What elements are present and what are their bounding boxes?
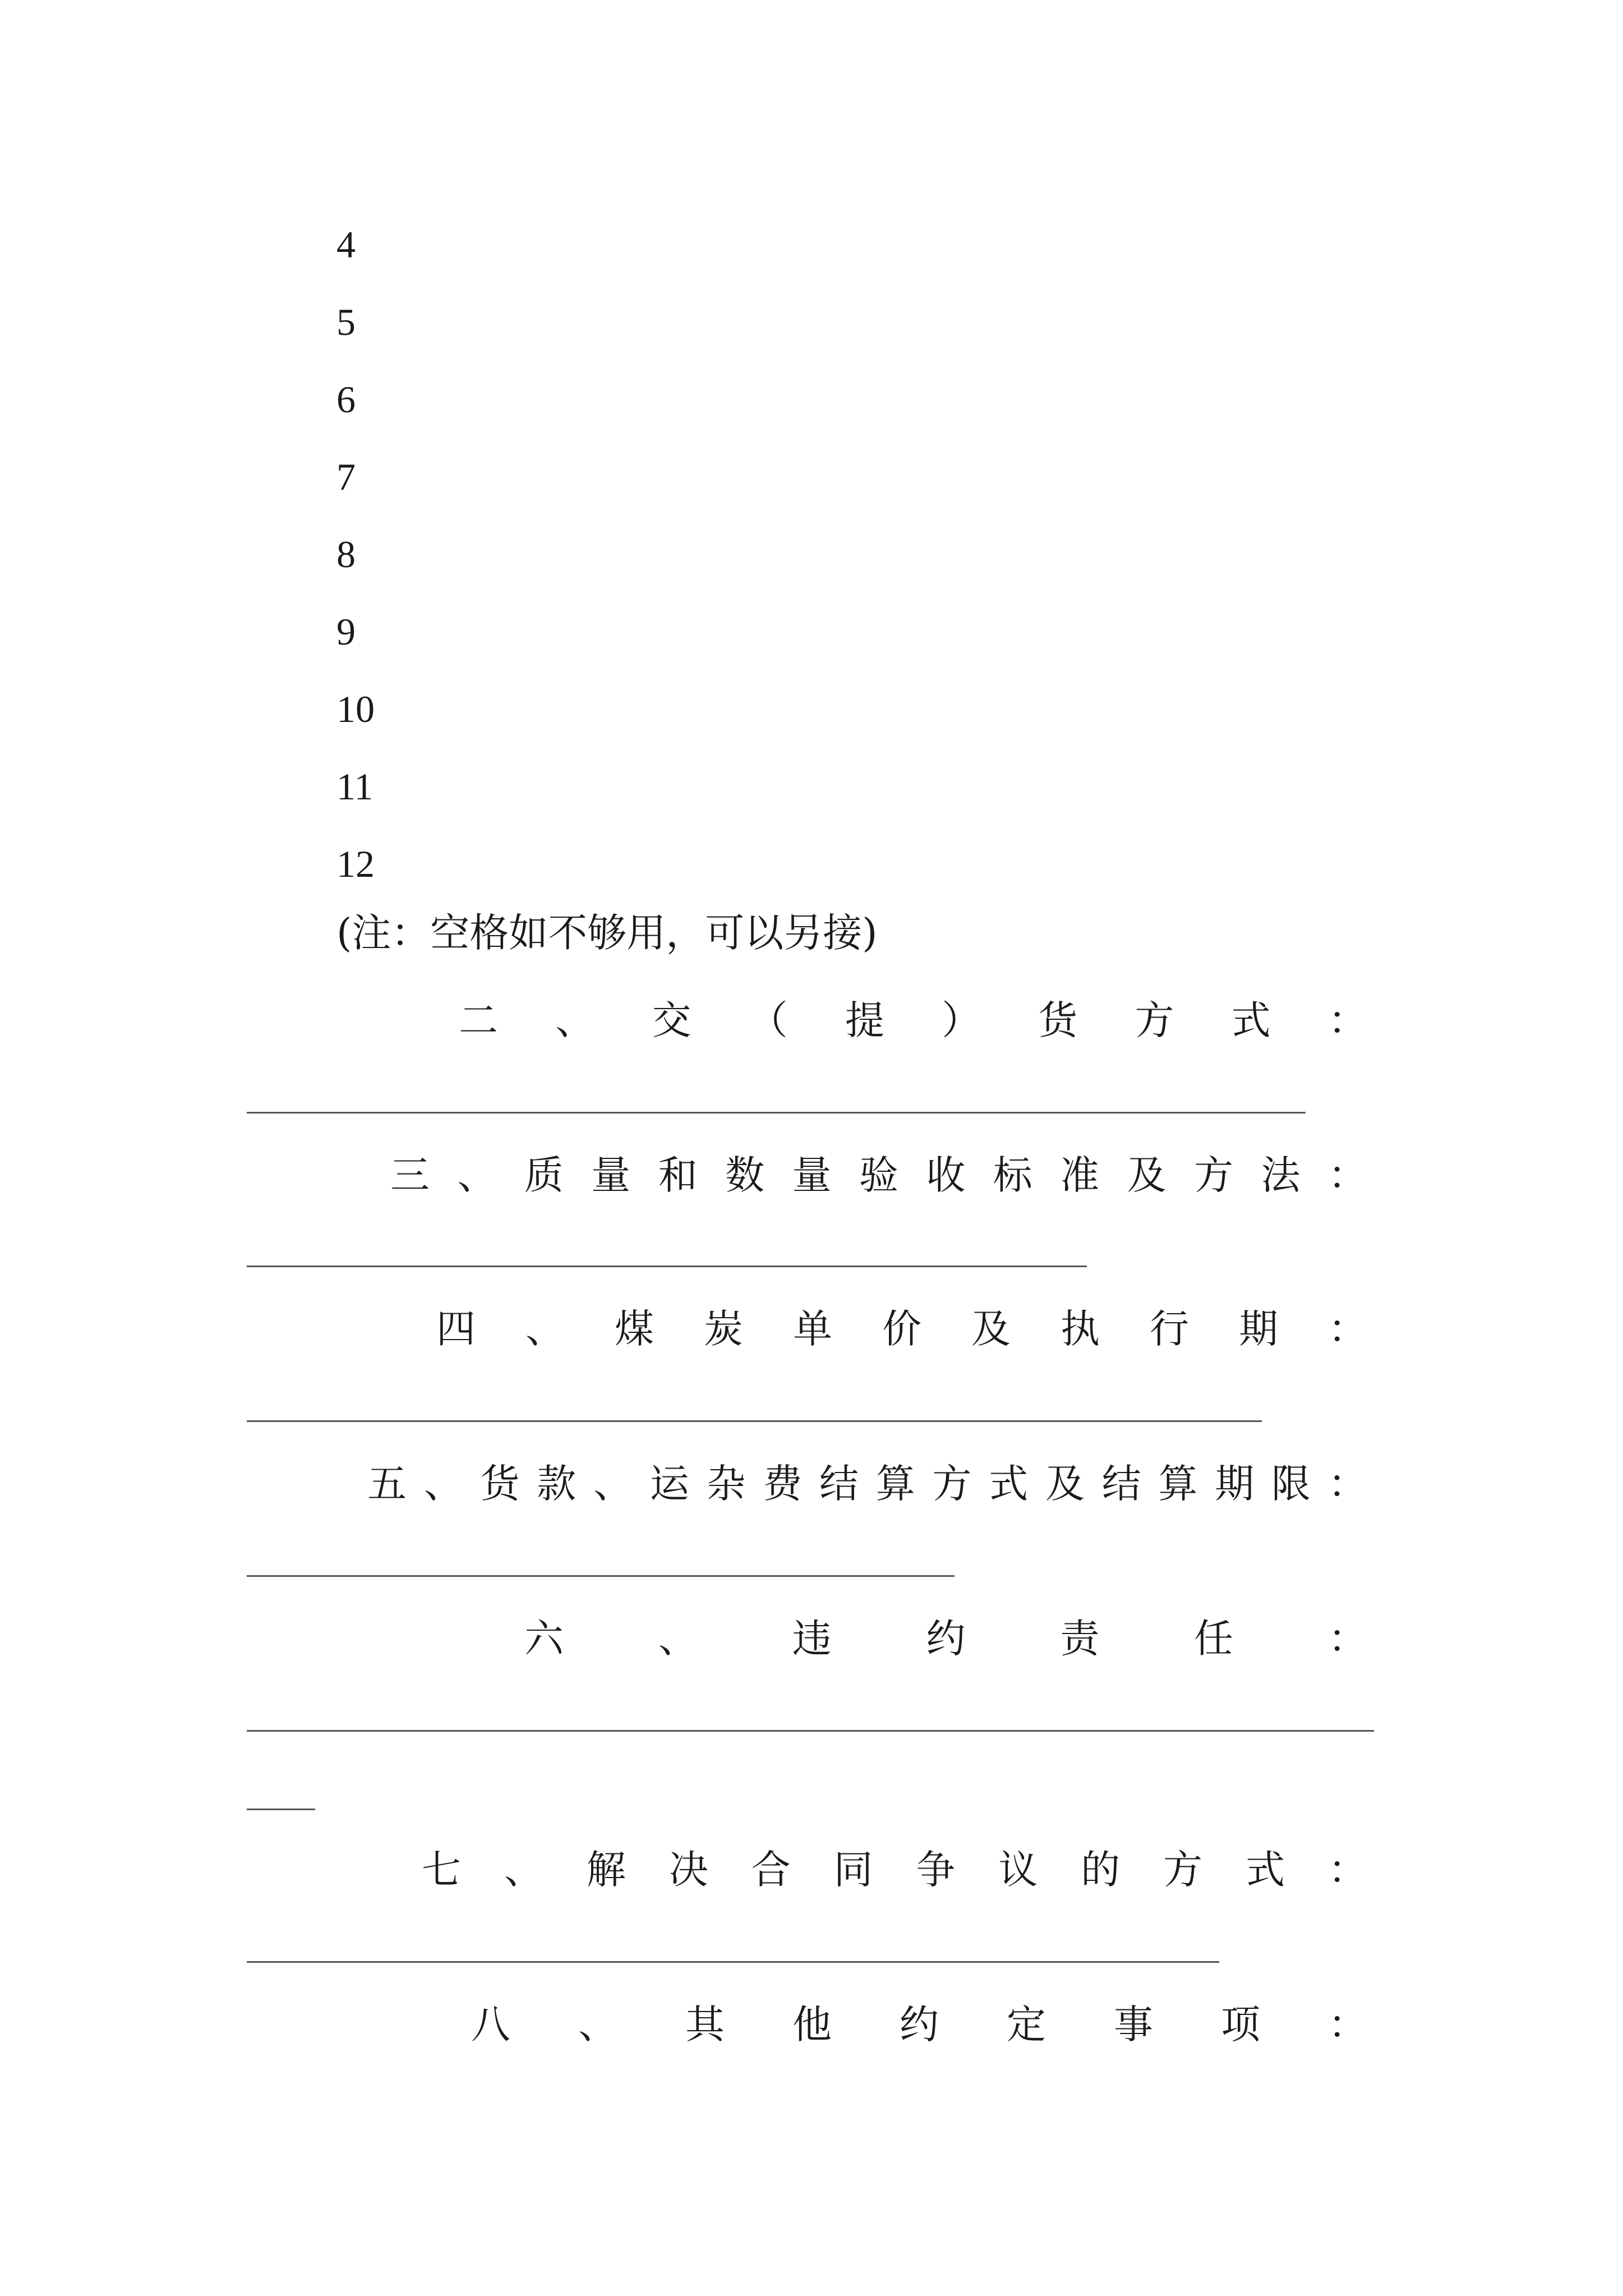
clause-char: 五: [367, 1461, 407, 1507]
item-number: 11: [336, 765, 374, 808]
clause-char: 准: [1060, 1152, 1100, 1198]
clause-char: 合: [751, 1847, 791, 1893]
clause-char: 货: [480, 1461, 520, 1507]
fill-in-line[interactable]: [247, 1266, 1087, 1267]
clause-char: ：: [1327, 1461, 1367, 1507]
clause-char: 验: [859, 1152, 898, 1198]
clause-char: 结: [1101, 1461, 1141, 1507]
clause-char: 数: [725, 1152, 765, 1198]
clause-char: 单: [793, 1306, 832, 1352]
item-number: 8: [336, 533, 356, 576]
clause-char: 质: [524, 1152, 564, 1198]
clause-char: 算: [875, 1461, 915, 1507]
clause-char: 、: [658, 1616, 698, 1662]
clause-char: 量: [792, 1152, 832, 1198]
fill-in-line[interactable]: [247, 1575, 955, 1577]
clause-char: 、: [504, 1847, 543, 1893]
clause-char: 行: [1150, 1306, 1189, 1352]
clause-char: ：: [1327, 1616, 1367, 1662]
clause-char: 款: [537, 1461, 577, 1507]
item-number: 5: [336, 301, 356, 343]
clause-char: 三: [390, 1152, 430, 1198]
item-number: 12: [336, 843, 375, 885]
clause-quality-inspection: [390, 1150, 1367, 1200]
clause-char: 、: [423, 1461, 463, 1507]
clause-char: 事: [1114, 2001, 1153, 2047]
clause-char: 约: [926, 1616, 966, 1662]
clause-char: 交: [652, 997, 691, 1043]
clause-char: 方: [1163, 1847, 1203, 1893]
clause-char: ）: [942, 997, 981, 1043]
clause-char: 决: [668, 1847, 708, 1893]
clause-char: 约: [900, 2001, 939, 2047]
clause-char: ：: [1328, 2001, 1367, 2047]
item-number: 7: [336, 455, 356, 498]
clause-char: 及: [1045, 1461, 1085, 1507]
clause-char: 量: [591, 1152, 631, 1198]
clause-char: 期: [1239, 1306, 1278, 1352]
clause-char: 运: [649, 1461, 689, 1507]
clause-char: 及: [971, 1306, 1011, 1352]
clause-char: 执: [1061, 1306, 1100, 1352]
clause-char: 炭: [704, 1306, 743, 1352]
clause-char: 其: [685, 2001, 725, 2047]
clause-char: 二: [459, 997, 498, 1043]
clause-char: 解: [586, 1847, 626, 1893]
clause-char: 货: [1038, 997, 1078, 1043]
clause-char: 定: [1007, 2001, 1046, 2047]
item-number: 10: [336, 688, 375, 730]
clause-char: 算: [1158, 1461, 1198, 1507]
clause-char: 八: [471, 2001, 510, 2047]
fill-in-line[interactable]: [247, 1809, 315, 1810]
item-number: 6: [336, 378, 356, 421]
clause-payment-settlement: [367, 1458, 1367, 1509]
clause-char: 杂: [706, 1461, 746, 1507]
clause-char: 七: [422, 1847, 461, 1893]
clause-char: 收: [926, 1152, 966, 1198]
clause-char: 煤: [615, 1306, 654, 1352]
clause-char: 、: [593, 1461, 633, 1507]
clause-char: ：: [1328, 1306, 1367, 1352]
clause-other-terms: [471, 1999, 1367, 2050]
fill-in-line[interactable]: [247, 1730, 1374, 1732]
clause-char: ：: [1327, 997, 1367, 1043]
clause-char: 方: [1194, 1152, 1234, 1198]
clause-char: 提: [845, 997, 884, 1043]
clause-unit-price: [436, 1304, 1367, 1354]
clause-char: 标: [993, 1152, 1032, 1198]
clause-char: ：: [1327, 1152, 1367, 1198]
clause-char: ：: [1327, 1847, 1367, 1893]
fill-in-line[interactable]: [247, 1961, 1219, 1963]
clause-liability: [524, 1613, 1367, 1664]
clause-char: 价: [882, 1306, 921, 1352]
clause-char: 六: [524, 1616, 564, 1662]
clause-char: 的: [1081, 1847, 1121, 1893]
clause-char: 违: [792, 1616, 832, 1662]
clause-char: 同: [833, 1847, 873, 1893]
clause-char: 四: [436, 1306, 476, 1352]
clause-char: 式: [1231, 997, 1271, 1043]
note-text: (注：空格如不够用，可以另接): [336, 910, 878, 956]
item-number: 9: [336, 610, 356, 653]
clause-char: 方: [1135, 997, 1174, 1043]
clause-char: 项: [1221, 2001, 1260, 2047]
clause-dispute-resolution: [422, 1844, 1367, 1895]
clause-char: 限: [1271, 1461, 1311, 1507]
clause-char: 任: [1194, 1616, 1234, 1662]
clause-char: （: [748, 997, 788, 1043]
fill-in-line[interactable]: [247, 1420, 1262, 1422]
clause-char: 式: [989, 1461, 1029, 1507]
clause-char: 、: [555, 997, 595, 1043]
clause-char: 式: [1246, 1847, 1285, 1893]
clause-char: 争: [916, 1847, 956, 1893]
clause-char: 责: [1060, 1616, 1100, 1662]
clause-char: 结: [819, 1461, 859, 1507]
clause-char: 及: [1127, 1152, 1166, 1198]
clause-char: 法: [1261, 1152, 1301, 1198]
clause-char: 方: [932, 1461, 972, 1507]
clause-char: 和: [658, 1152, 698, 1198]
fill-in-line[interactable]: [247, 1112, 1306, 1114]
clause-char: 期: [1215, 1461, 1255, 1507]
clause-delivery-method: [459, 995, 1367, 1046]
clause-char: 他: [792, 2001, 832, 2047]
clause-char: 、: [525, 1306, 565, 1352]
item-number: 4: [336, 223, 356, 266]
clause-char: 、: [457, 1152, 497, 1198]
clause-char: 费: [763, 1461, 803, 1507]
clause-char: 、: [578, 2001, 617, 2047]
clause-char: 议: [998, 1847, 1038, 1893]
